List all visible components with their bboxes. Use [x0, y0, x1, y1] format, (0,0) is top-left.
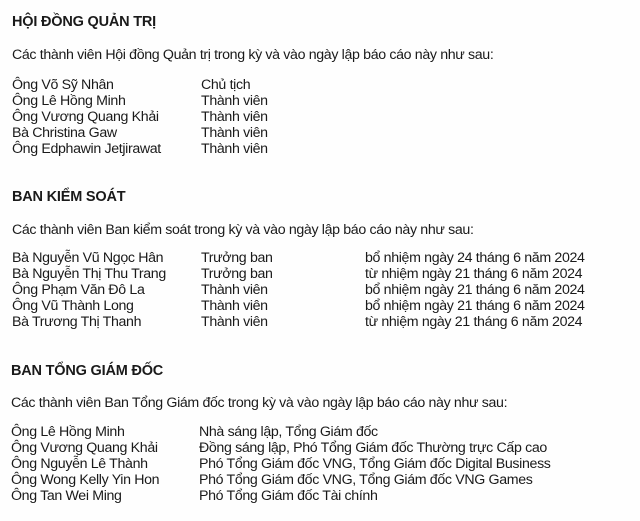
member-role: Thành viên — [201, 141, 268, 157]
section-intro: Các thành viên Hội đồng Quản trị trong kỳ và vào ngày lập báo cáo này như sau: — [12, 47, 494, 63]
member-row — [11, 440, 631, 456]
member-name: Bà Nguyễn Vũ Ngọc Hân — [12, 250, 164, 266]
member-role: Phó Tổng Giám đốc Tài chính — [199, 488, 378, 504]
section-intro: Các thành viên Ban kiểm soát trong kỳ và vào ngày lập báo cáo này như sau: — [12, 222, 474, 238]
member-list — [12, 77, 632, 157]
member-name: Ông Vương Quang Khải — [11, 440, 158, 456]
member-role: Phó Tổng Giám đốc VNG, Tổng Giám đốc Digital Business — [199, 456, 551, 472]
member-name: Ông Nguyễn Lê Thành — [11, 456, 148, 472]
board-of-directors-section — [12, 13, 632, 157]
member-row — [12, 298, 632, 314]
member-row — [11, 456, 631, 472]
member-name: Ông Tan Wei Ming — [11, 488, 122, 504]
member-role: Thành viên — [201, 282, 268, 298]
member-row — [12, 93, 632, 109]
member-name: Ông Lê Hồng Minh — [11, 424, 125, 440]
member-role: Thành viên — [201, 125, 268, 141]
member-appointment-note: bổ nhiệm ngày 24 tháng 6 năm 2024 — [365, 250, 585, 266]
member-name: Bà Christina Gaw — [12, 125, 117, 141]
member-name: Ông Võ Sỹ Nhân — [12, 77, 114, 93]
section-heading: BAN KIỂM SOÁT — [12, 189, 126, 205]
member-role: Phó Tổng Giám đốc VNG, Tổng Giám đốc VNG Games — [199, 472, 533, 488]
member-row — [11, 488, 631, 504]
member-row — [12, 250, 632, 266]
member-appointment-note: từ nhiệm ngày 21 tháng 6 năm 2024 — [365, 314, 583, 330]
member-role: Chủ tịch — [201, 77, 251, 93]
member-list — [12, 250, 632, 330]
member-row — [12, 314, 632, 330]
member-row — [11, 472, 631, 488]
member-appointment-note: bổ nhiệm ngày 21 tháng 6 năm 2024 — [365, 298, 585, 314]
member-role: Trưởng ban — [201, 266, 273, 282]
member-name: Ông Lê Hồng Minh — [12, 93, 126, 109]
member-role: Thành viên — [201, 314, 268, 330]
section-intro: Các thành viên Ban Tổng Giám đốc trong kỳ và vào ngày lập báo cáo này như sau: — [11, 395, 508, 411]
member-appointment-note: bổ nhiệm ngày 21 tháng 6 năm 2024 — [365, 282, 585, 298]
member-row — [12, 141, 632, 157]
member-row — [12, 266, 632, 282]
member-name: Bà Nguyễn Thị Thu Trang — [12, 266, 166, 282]
member-appointment-note: từ nhiệm ngày 21 tháng 6 năm 2024 — [365, 266, 583, 282]
member-name: Ông Wong Kelly Yin Hon — [11, 472, 160, 488]
management-section — [11, 362, 631, 504]
member-name: Ông Vương Quang Khải — [12, 109, 159, 125]
member-role: Trưởng ban — [201, 250, 273, 266]
member-role: Nhà sáng lập, Tổng Giám đốc — [199, 424, 378, 440]
member-role: Thành viên — [201, 298, 268, 314]
member-name: Ông Edphawin Jetjirawat — [12, 141, 161, 157]
member-role: Thành viên — [201, 93, 268, 109]
member-name: Bà Trương Thị Thanh — [12, 314, 142, 330]
member-row — [11, 424, 631, 440]
member-name: Ông Phạm Văn Đô La — [12, 282, 145, 298]
member-list — [11, 424, 631, 504]
supervisory-board-section — [12, 188, 632, 330]
member-row — [12, 109, 632, 125]
section-heading: BAN TỔNG GIÁM ĐỐC — [11, 363, 164, 379]
member-name: Ông Vũ Thành Long — [12, 298, 134, 314]
section-heading: HỘI ĐỒNG QUẢN TRỊ — [12, 14, 157, 30]
member-role: Thành viên — [201, 109, 268, 125]
member-row — [12, 282, 632, 298]
member-role: Đồng sáng lập, Phó Tổng Giám đốc Thường trực Cấp cao — [199, 440, 547, 456]
member-row — [12, 125, 632, 141]
member-row — [12, 77, 632, 93]
